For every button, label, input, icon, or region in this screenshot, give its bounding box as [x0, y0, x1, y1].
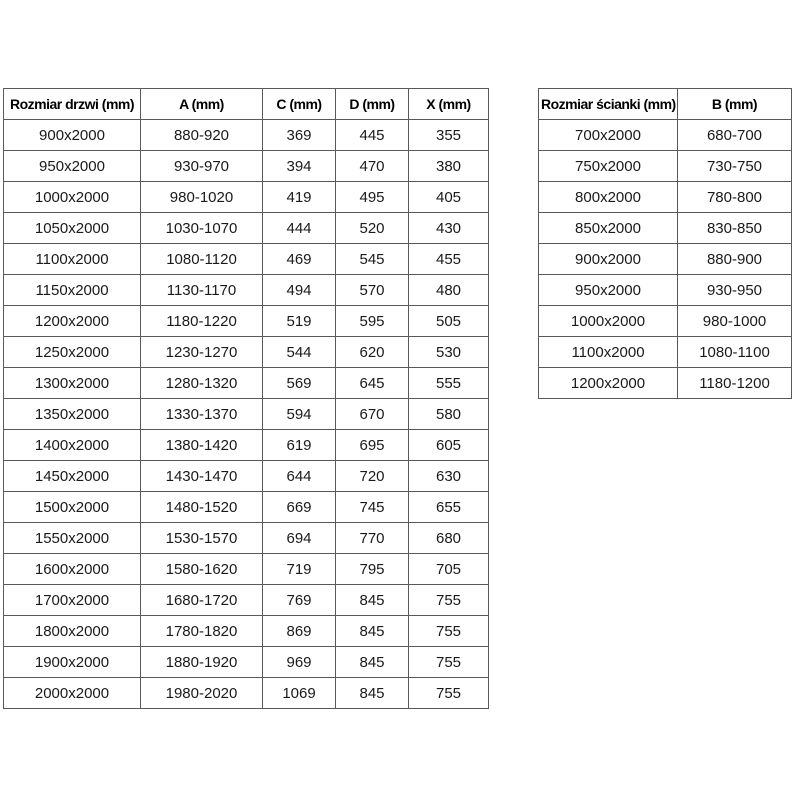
table-row	[4, 678, 489, 709]
table-row	[4, 430, 489, 461]
table-cell: 555	[409, 368, 489, 399]
table-cell: 1150x2000	[4, 275, 141, 306]
table-cell: 1250x2000	[4, 337, 141, 368]
table-row	[4, 213, 489, 244]
table-cell: 769	[263, 585, 336, 616]
table-row	[4, 616, 489, 647]
table-cell: 494	[263, 275, 336, 306]
table-cell: 520	[336, 213, 409, 244]
column-header-b: B (mm)	[678, 89, 792, 120]
column-header-rozmiar-drzwi: Rozmiar drzwi (mm)	[4, 89, 141, 120]
table-cell: 1480-1520	[141, 492, 263, 523]
table-cell: 695	[336, 430, 409, 461]
table-cell: 1100x2000	[4, 244, 141, 275]
table-cell: 1800x2000	[4, 616, 141, 647]
table-row	[4, 337, 489, 368]
table-cell: 969	[263, 647, 336, 678]
table-cell: 1880-1920	[141, 647, 263, 678]
door-size-table	[3, 88, 489, 709]
table-cell: 1600x2000	[4, 554, 141, 585]
table-cell: 1680-1720	[141, 585, 263, 616]
table-cell: 380	[409, 151, 489, 182]
table-cell: 705	[409, 554, 489, 585]
table-cell: 1780-1820	[141, 616, 263, 647]
table-cell: 755	[409, 616, 489, 647]
table-cell: 900x2000	[539, 244, 678, 275]
table-cell: 669	[263, 492, 336, 523]
table-cell: 1400x2000	[4, 430, 141, 461]
table-cell: 1700x2000	[4, 585, 141, 616]
table-row	[4, 120, 489, 151]
table-row	[4, 275, 489, 306]
wall-table-body	[539, 120, 792, 399]
table-cell: 1550x2000	[4, 523, 141, 554]
table-cell: 755	[409, 678, 489, 709]
table-cell: 1200x2000	[4, 306, 141, 337]
table-cell: 455	[409, 244, 489, 275]
table-row	[539, 275, 792, 306]
table-row	[4, 647, 489, 678]
table-cell: 1300x2000	[4, 368, 141, 399]
table-cell: 480	[409, 275, 489, 306]
table-cell: 569	[263, 368, 336, 399]
column-header-c: C (mm)	[263, 89, 336, 120]
table-cell: 720	[336, 461, 409, 492]
table-cell: 594	[263, 399, 336, 430]
table-cell: 355	[409, 120, 489, 151]
table-row	[539, 368, 792, 399]
table-cell: 570	[336, 275, 409, 306]
table-cell: 1530-1570	[141, 523, 263, 554]
table-cell: 845	[336, 616, 409, 647]
table-cell: 1430-1470	[141, 461, 263, 492]
table-row	[539, 120, 792, 151]
table-cell: 1080-1120	[141, 244, 263, 275]
table-row	[4, 151, 489, 182]
table-cell: 1080-1100	[678, 337, 792, 368]
table-cell: 930-970	[141, 151, 263, 182]
table-cell: 900x2000	[4, 120, 141, 151]
table-row	[4, 368, 489, 399]
table-row	[4, 244, 489, 275]
table-cell: 580	[409, 399, 489, 430]
table-row	[4, 492, 489, 523]
table-row	[4, 182, 489, 213]
table-cell: 950x2000	[4, 151, 141, 182]
table-cell: 1050x2000	[4, 213, 141, 244]
table-cell: 2000x2000	[4, 678, 141, 709]
door-table-body	[4, 120, 489, 709]
table-cell: 1200x2000	[539, 368, 678, 399]
table-cell: 405	[409, 182, 489, 213]
table-cell: 719	[263, 554, 336, 585]
table-cell: 595	[336, 306, 409, 337]
table-cell: 1130-1170	[141, 275, 263, 306]
table-cell: 730-750	[678, 151, 792, 182]
table-row	[4, 306, 489, 337]
table-cell: 445	[336, 120, 409, 151]
table-cell: 980-1020	[141, 182, 263, 213]
table-row	[539, 182, 792, 213]
table-cell: 880-900	[678, 244, 792, 275]
table-cell: 605	[409, 430, 489, 461]
table-cell: 770	[336, 523, 409, 554]
column-header-rozmiar-scianki: Rozmiar ścianki (mm)	[539, 89, 678, 120]
table-row	[4, 585, 489, 616]
table-row	[4, 399, 489, 430]
table-cell: 1330-1370	[141, 399, 263, 430]
table-row	[4, 554, 489, 585]
table-cell: 530	[409, 337, 489, 368]
table-cell: 780-800	[678, 182, 792, 213]
table-cell: 505	[409, 306, 489, 337]
table-cell: 630	[409, 461, 489, 492]
table-cell: 795	[336, 554, 409, 585]
table-cell: 1500x2000	[4, 492, 141, 523]
table-cell: 670	[336, 399, 409, 430]
table-header-row	[4, 89, 489, 120]
table-cell: 745	[336, 492, 409, 523]
table-row	[539, 244, 792, 275]
table-cell: 680	[409, 523, 489, 554]
table-cell: 470	[336, 151, 409, 182]
table-cell: 800x2000	[539, 182, 678, 213]
table-cell: 469	[263, 244, 336, 275]
table-cell: 1069	[263, 678, 336, 709]
column-header-x: X (mm)	[409, 89, 489, 120]
table-cell: 1000x2000	[4, 182, 141, 213]
table-cell: 694	[263, 523, 336, 554]
table-cell: 850x2000	[539, 213, 678, 244]
table-cell: 369	[263, 120, 336, 151]
table-cell: 1180-1200	[678, 368, 792, 399]
table-cell: 980-1000	[678, 306, 792, 337]
table-cell: 419	[263, 182, 336, 213]
table-cell: 655	[409, 492, 489, 523]
table-cell: 1030-1070	[141, 213, 263, 244]
table-cell: 755	[409, 585, 489, 616]
table-cell: 845	[336, 678, 409, 709]
table-cell: 495	[336, 182, 409, 213]
table-row	[539, 337, 792, 368]
table-cell: 750x2000	[539, 151, 678, 182]
table-cell: 869	[263, 616, 336, 647]
table-cell: 1900x2000	[4, 647, 141, 678]
table-cell: 880-920	[141, 120, 263, 151]
table-cell: 620	[336, 337, 409, 368]
table-cell: 619	[263, 430, 336, 461]
table-row	[539, 306, 792, 337]
table-cell: 1180-1220	[141, 306, 263, 337]
table-cell: 950x2000	[539, 275, 678, 306]
table-cell: 394	[263, 151, 336, 182]
table-cell: 444	[263, 213, 336, 244]
table-row	[539, 151, 792, 182]
wall-table-head	[539, 89, 792, 120]
table-header-row	[539, 89, 792, 120]
table-cell: 1580-1620	[141, 554, 263, 585]
wall-size-table	[538, 88, 792, 399]
table-row	[539, 213, 792, 244]
table-cell: 755	[409, 647, 489, 678]
table-cell: 930-950	[678, 275, 792, 306]
table-cell: 1350x2000	[4, 399, 141, 430]
table-cell: 1450x2000	[4, 461, 141, 492]
column-header-a: A (mm)	[141, 89, 263, 120]
table-row	[4, 523, 489, 554]
table-cell: 1280-1320	[141, 368, 263, 399]
table-cell: 430	[409, 213, 489, 244]
table-cell: 644	[263, 461, 336, 492]
door-table-head	[4, 89, 489, 120]
column-header-d: D (mm)	[336, 89, 409, 120]
table-cell: 545	[336, 244, 409, 275]
table-cell: 1980-2020	[141, 678, 263, 709]
table-cell: 830-850	[678, 213, 792, 244]
table-cell: 1230-1270	[141, 337, 263, 368]
table-cell: 519	[263, 306, 336, 337]
table-cell: 845	[336, 585, 409, 616]
table-cell: 1380-1420	[141, 430, 263, 461]
table-cell: 845	[336, 647, 409, 678]
table-row	[4, 461, 489, 492]
table-cell: 1000x2000	[539, 306, 678, 337]
table-cell: 544	[263, 337, 336, 368]
table-cell: 645	[336, 368, 409, 399]
table-cell: 1100x2000	[539, 337, 678, 368]
table-cell: 700x2000	[539, 120, 678, 151]
table-cell: 680-700	[678, 120, 792, 151]
